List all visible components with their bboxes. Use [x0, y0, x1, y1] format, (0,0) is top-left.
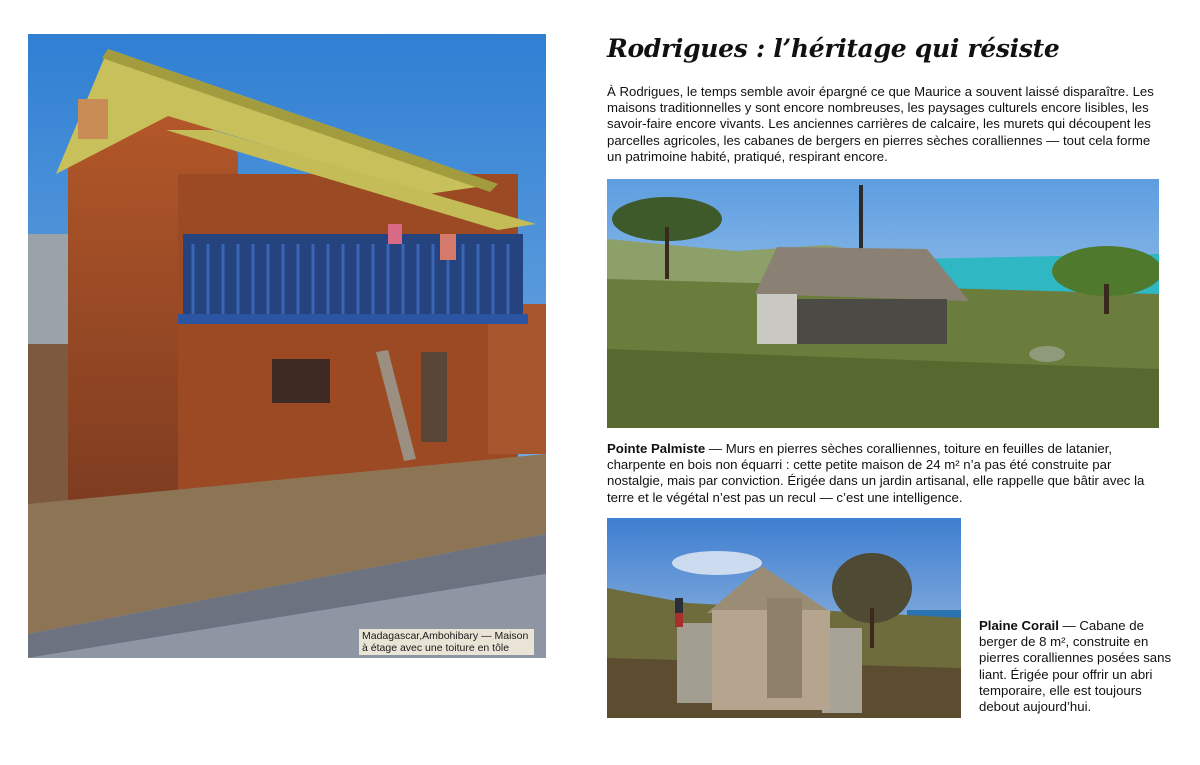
plaine-corail-photo [607, 518, 961, 718]
article-title: Rodrigues : l’héritage qui résiste [607, 34, 1060, 63]
pointe-palmiste-photo [607, 179, 1159, 428]
pointe-palmiste-text: — Murs en pierres sèches coralliennes, toiture en feuilles de latanier, charpente en bois non équarri : cette petite maison de 24 m² n’a pas été construite par nostalgie, mais par conviction. Érigée dans un jardin artisanal, elle rappelle que bâtir avec la terre et le végétal n’est pas un recul — c’est une intelligence. [607, 441, 1145, 505]
pointe-palmiste-lead: Pointe Palmiste [607, 441, 706, 456]
intro-paragraph: À Rodrigues, le temps semble avoir épargné ce que Maurice a souvent laissé disparaître. Les maisons traditionnelles y sont encore nombreuses, les paysages culturels encore lisibles, les savoir-faire encore vivants. Les anciennes carrières de calcaire, les murets qui découpent les parcelles agricoles, les cabanes de bergers en pierres sèches coralliennes — tout cela forme un patrimoine habité, pratiqué, respirant encore. [607, 84, 1154, 164]
plaine-corail-text: — Cabane de berger de 8 m², construite en pierres coralliennes posées sans liant. Érigée pour offrir un abri temporaire, elle est toujours debout aujourd’hui. [979, 618, 1172, 715]
pointe-palmiste-caption [607, 441, 1160, 506]
madagascar-house-photo [28, 34, 546, 658]
photo-caption: Madagascar,Ambohibary — Maison à étage avec une toiture en tôle [359, 629, 534, 655]
plaine-corail-lead: Plaine Corail [979, 618, 1059, 633]
plaine-corail-caption [979, 618, 1174, 715]
